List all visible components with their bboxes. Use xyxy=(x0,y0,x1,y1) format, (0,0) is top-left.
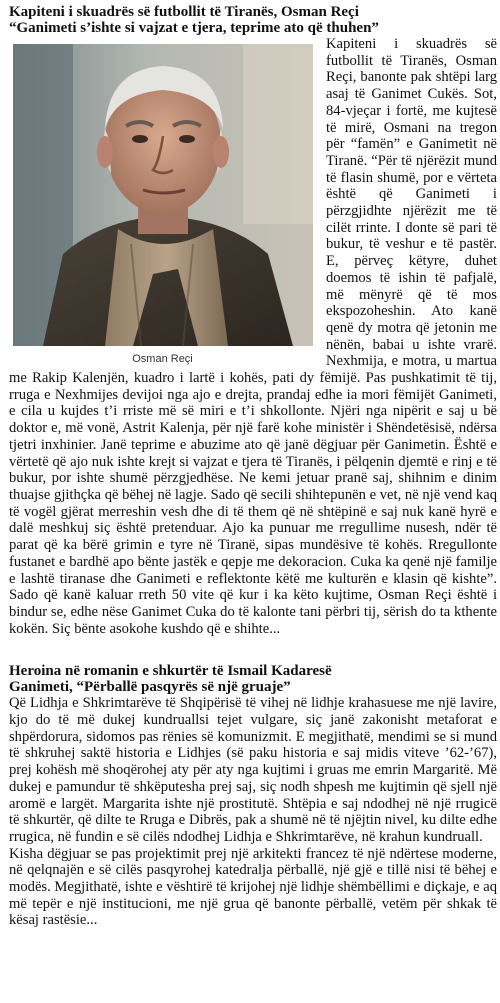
article-paragraph: Që Lidhja e Shkrimtarëve të Shqipërisë të vihej në lidhje krahasuese me një lavire, kjo do të më dukej kundruallsi tejet vulgare, siç janë zakonisht metaforat e shpërdorura, sidomos pas rënies së komunizmit. E megjithatë, mendimi se si mund të shkruhej saktë historia e Lidhjes (së paku historia e saj midis viteve ’62-’67), prej kohësh më shoqërohej aty për aty nga kujtimi i gruas me emrin Margaritë. Më dukej e pamundur të shkëputesha prej saj, siç nodh shpesh me kujtimin që sjell një aromë e largët. Margarita ishte një prostitutë. Shtëpia e saj ndodhej në një rrugicë të shkurtër, që dilte te Rruga e Dibrës, pak a shumë në të njëjtin nivel, ku dilte edhe rrugica, në fundin e së cilës ndodhej Lidhja e Shkrimtarëve, në krahun kundruall. xyxy=(9,695,497,845)
article-body: Kapiteni i skuadrës së futbollit të Tiranës, Osman Reçi, banonte pak shtëpi larg asaj të Ganimet Cukës. Sot, 84-vjeçar i fortë, me kujtesë të mirë, Osmani na tregon për “famën” e Ganimetit në Tiranë. “Për të njërëzit mund të flasin shumë, por e vërteta është që Ganimeti i përzgjidhte njërëzit me të cilët rrinte. I donte së pari të bukur, të veshur e të pastër. E, përveç këtyre, duhet doemos të ishin të pafjalë, më mënyrë që të mos ekspozoheshin. Ato kanë qenë dy motra që jetonin me nënën, babai u ishte vrarë. Nexhmija, e motra, u martua me Rakip Kalenjën, kuadro i lartë i kohës, pati dy fëmijë. Pas pushkatimit të tij, rruga e Nexhmijes devijoi nga ajo e drejta, prandaj edhe ia mori fëmijët Ganimeti, e cila u kujdes t’i rriste më së miri e t’i shkollonte. Njëri nga nipërit e saj u bë doktor e, më vonë, Astrit Kalenja, për një farë kohe ministër i Shëndetësisë, ndërsa tjetri inxhinier. Janë teprime e abuzime ato që janë dëgjuar për Ganimetin. Është e vërtetë që ajo nuk ishte krejt si vajzat e tjera të Tiranës, i pëlqenin djemtë e rinj e të bukur, por ishte shumë përzgjedhëse. Ne kemi jetuar pranë saj, shihnim e dinim thuajse gjithçka që bëhej në lagje. Sado që secili shihtepunën e vet, në një vend kaq të vogël gjërat merreshin vesh dhe di të them që në shtëpinë e saj nuk kanë hyrë e dalë meshkuj siç është pretenduar. Ajo ka punuar me rregullime nusesh, ndër të parat që ka bërë grimin e tyre në Tiranë, sipas mundësive të kohës. Rregullonte fustanet e bardhë apo bënte jastëk e qepje me dekoracion. Cuka ka qenë një familje e lashtë tiranase dhe Ganimeti e reflektonte këtë me kulturën e klasin që kishte”. Sado që kanë kaluar rreth 50 vite që kur i ka këto kujtime, Osman Reçi është i bindur se, edhe nëse Ganimet Cuka do të kalonte tani përbri tij, sërish do ta kthente kokën. Siç bënte asokohe kushdo që e shihte... xyxy=(9,36,497,637)
article-headline: Heroina në romanin e shkurtër të Ismail Kadaresë xyxy=(9,663,332,680)
photo-figure xyxy=(9,44,316,365)
article-subheadline: Ganimeti, “Përballë pasqyrës së një gruaje” xyxy=(9,679,291,696)
portrait-photo xyxy=(13,44,313,346)
article-osman-reci xyxy=(9,4,497,637)
photo-caption: Osman Reçi xyxy=(132,353,193,365)
article-kadare-heroine xyxy=(9,663,497,929)
article-paragraph: Kisha dëgjuar se pas projektimit prej një arkitekti francez të një ndërtese moderne, në qelqnajën e së cilës pasqyrohej katedralja përballë, një gjë e tillë nisi të bëhej e modës. Megjithatë, ishte e vështirë të krijohej një lidhje shëmbëllimi e diçkaje, e aq më tepër e një institucioni, me një grua që banonte përballë, vetëm për shkak të kësaj rastësie... xyxy=(9,845,497,929)
article-subheadline: “Ganimeti s’ishte si vajzat e tjera, teprime ato që thuhen” xyxy=(9,20,379,36)
page xyxy=(9,0,497,929)
article-headline: Kapiteni i skuadrës së futbollit të Tiranës, Osman Reçi xyxy=(9,4,359,20)
